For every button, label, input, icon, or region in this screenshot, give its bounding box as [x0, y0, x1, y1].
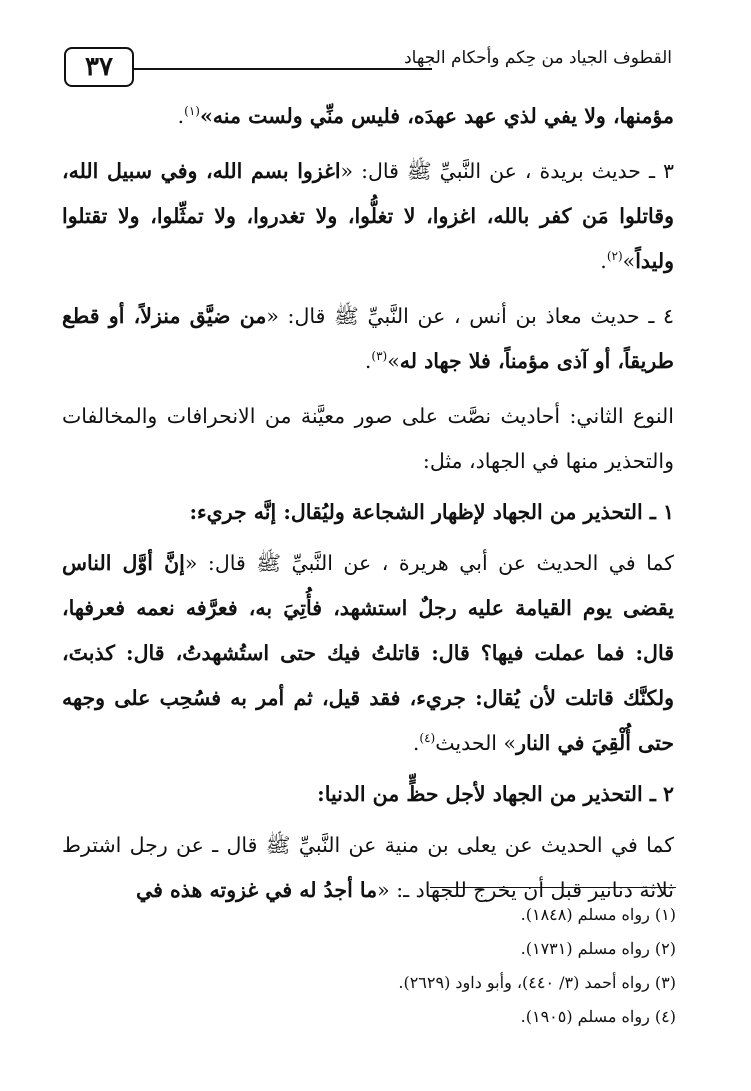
hadith-intro: ٤ ـ حديث معاذ بن أنس ، عن النَّبيِّ ﷺ قال: «: [266, 304, 675, 328]
page-header: [60, 44, 676, 90]
page-number: ٣٧: [64, 47, 134, 87]
paragraph-continuation: [62, 94, 674, 139]
footnote-ref: (١): [184, 104, 200, 119]
hadith-text: اغزوا بسم الله، وفي سبيل الله، وقاتلوا مَن كفر بالله، اغزوا، لا تغلُّوا، ولا تغدروا، ولا تمثِّلوا، ولا تقتلوا وليداً: [62, 159, 674, 273]
hadith-text: من ضيَّق منزلاً، أو قطع طريقاً، أو آذى مؤمناً، فلا جهاد له: [62, 304, 674, 373]
footnote-rule: [430, 887, 676, 888]
page-body: [62, 94, 674, 913]
section-heading-courage: ١ ـ التحذير من الجهاد لإظهار الشجاعة وليُقال: إنَّه جريء:: [189, 500, 674, 524]
hadith-intro: ٣ ـ حديث بريدة ، عن النَّبيِّ ﷺ قال: «: [340, 159, 674, 183]
section-heading-worldly-gain: ٢ ـ التحذير من الجهاد لأجل حظٍّ من الدنيا:: [317, 782, 674, 806]
running-title: القطوف الجياد من حِكم وأحكام الجهاد: [404, 48, 672, 68]
hadith-text: ما أجدُ له في غزوته هذه في: [136, 878, 378, 902]
footnote-3: (٣) رواه أحمد (٣/ ٤٤٠)، وأبو داود (٢٦٢٩).: [398, 973, 676, 992]
paragraph-hadith-buraydah: [62, 149, 674, 284]
paragraph-hadith-muadh: [62, 294, 674, 384]
footnote-1: (١) رواه مسلم (١٨٤٨).: [520, 905, 676, 924]
hadith-text: مؤمنها، ولا يفي لذي عهد عهدَه، فليس منِّي ولست منه»: [199, 104, 674, 128]
quote-close: »: [622, 249, 636, 273]
header-rule: [132, 68, 432, 70]
footnotes: [200, 898, 676, 1034]
hadith-intro: كما في الحديث عن أبي هريرة ، عن النَّبيِّ ﷺ قال: «: [184, 551, 675, 575]
quote-close: »: [387, 349, 400, 373]
paragraph-second-type: النوع الثاني: أحاديث نصَّت على صور معيَّنة من الانحرافات والمخالفات والتحذير منها في الجهاد، مثل:: [62, 404, 674, 473]
quote-close: » الحديث: [435, 731, 517, 755]
footnote-4: (٤) رواه مسلم (١٩٠٥).: [520, 1007, 676, 1026]
hadith-intro: كما في الحديث عن يعلى بن منية عن النَّبيِّ ﷺ قال ـ عن رجل اشترط ثلاثة دنانير قبل أن يخرج للجهاد ـ: «: [62, 833, 674, 902]
period: .: [177, 104, 185, 128]
period: .: [364, 349, 372, 373]
footnote-ref: (٢): [606, 249, 623, 264]
paragraph-hadith-abu-hurayrah: [62, 541, 674, 766]
hadith-text: إنَّ أوَّل الناس يقضى يوم القيامة عليه رجلٌ استشهد، فأُتِيَ به، فعرَّفه نعمه فعرفها، قال: فما عملت فيها؟ قال: قاتلتُ فيك حتى استُشهدتُ، قال: كذبتَ، ولكنَّك قاتلت لأن يُقال: جريء، فقد قيل، ثم أمر به فسُحِب على وجهه حتى أُلْقِيَ في النار: [62, 551, 674, 755]
period: .: [600, 249, 607, 273]
period: .: [412, 731, 420, 755]
footnote-ref: (٣): [371, 349, 388, 364]
footnote-ref: (٤): [419, 731, 436, 746]
footnote-2: (٢) رواه مسلم (١٧٣١).: [520, 939, 676, 958]
